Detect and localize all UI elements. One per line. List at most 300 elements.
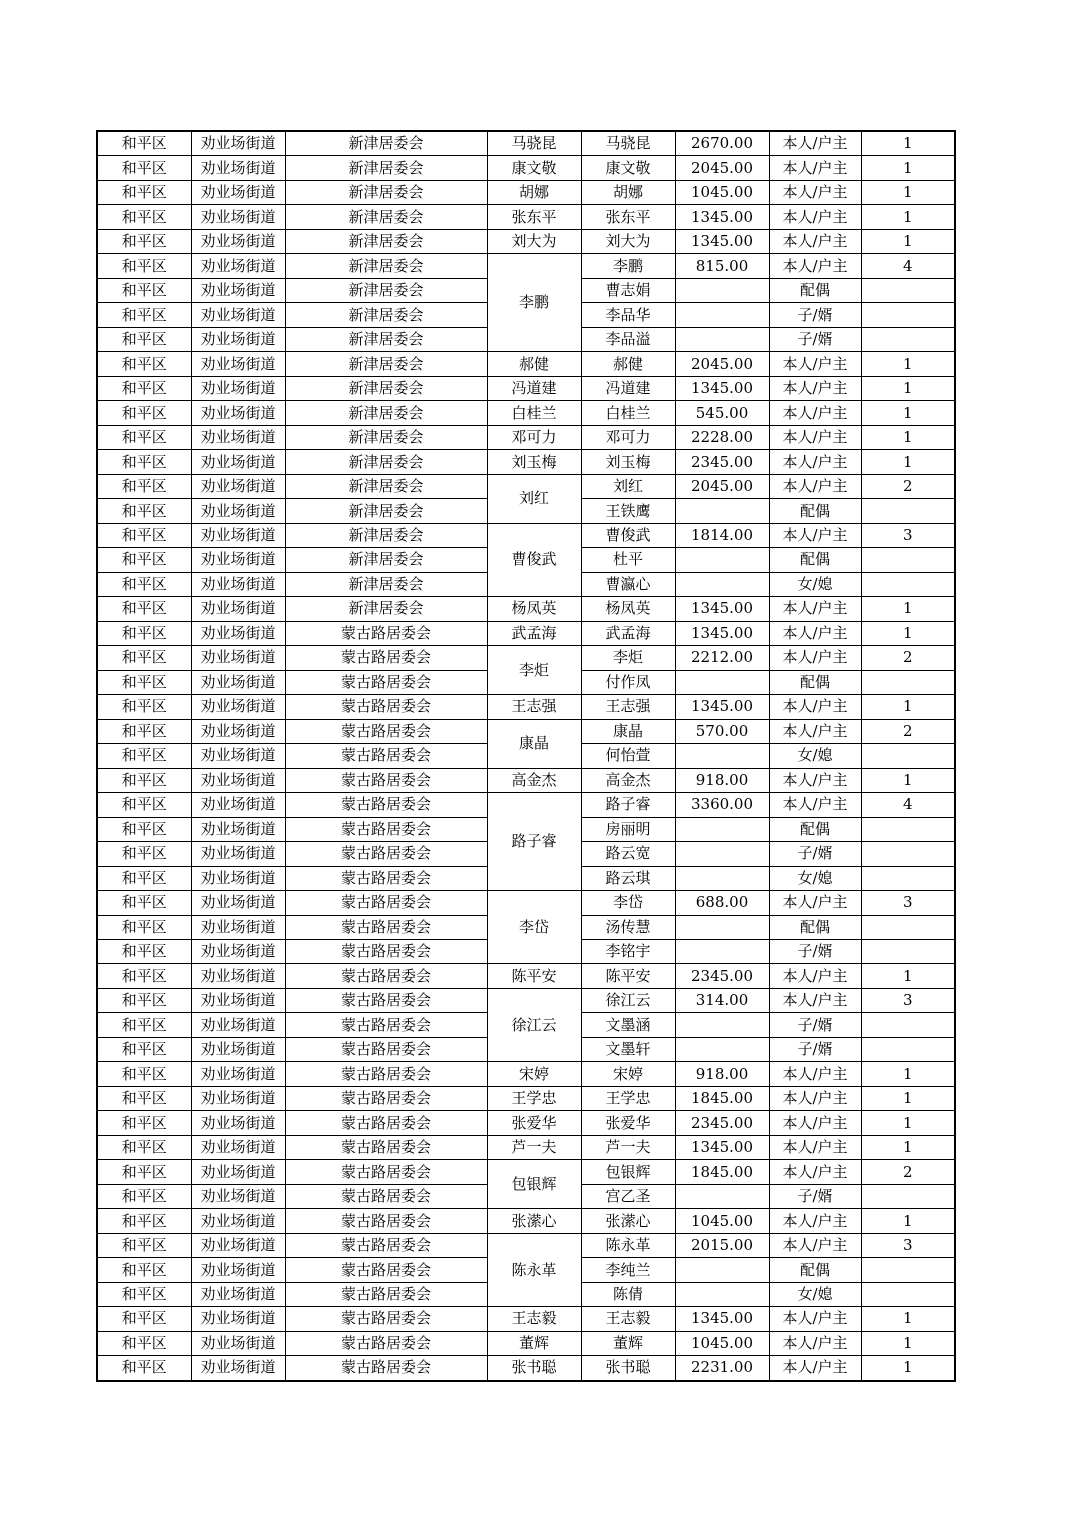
district-cell: 和平区: [97, 450, 191, 474]
table-row: [97, 450, 955, 474]
street-cell: 劝业场街道: [191, 1233, 285, 1257]
household-head-cell: 曹俊武: [487, 523, 581, 596]
household-head-cell: 郝健: [487, 352, 581, 376]
community-cell: 新津居委会: [285, 548, 487, 572]
district-cell: 和平区: [97, 156, 191, 180]
household-head-cell: 李鹏: [487, 254, 581, 352]
community-cell: 新津居委会: [285, 278, 487, 302]
household-head-cell: 冯道建: [487, 376, 581, 400]
amount-cell: [675, 670, 769, 694]
community-cell: 新津居委会: [285, 523, 487, 547]
member-name-cell: 路子睿: [581, 793, 675, 817]
household-count-cell: [861, 499, 955, 523]
district-cell: 和平区: [97, 229, 191, 253]
household-count-cell: [861, 1282, 955, 1306]
street-cell: 劝业场街道: [191, 1086, 285, 1110]
district-cell: 和平区: [97, 425, 191, 449]
table-row: [97, 621, 955, 645]
street-cell: 劝业场街道: [191, 670, 285, 694]
member-name-cell: 康文敬: [581, 156, 675, 180]
household-head-cell: 康晶: [487, 719, 581, 768]
household-head-cell: 张爱华: [487, 1111, 581, 1135]
community-cell: 蒙古路居委会: [285, 1356, 487, 1381]
member-name-cell: 王志强: [581, 695, 675, 719]
amount-cell: 570.00: [675, 719, 769, 743]
member-name-cell: 文墨涵: [581, 1013, 675, 1037]
amount-cell: [675, 842, 769, 866]
amount-cell: 1845.00: [675, 1160, 769, 1184]
table-row: [97, 1233, 955, 1257]
household-head-cell: 刘红: [487, 474, 581, 523]
amount-cell: [675, 1184, 769, 1208]
street-cell: 劝业场街道: [191, 891, 285, 915]
relation-cell: 女/媳: [769, 1282, 861, 1306]
community-cell: 蒙古路居委会: [285, 793, 487, 817]
district-cell: 和平区: [97, 474, 191, 498]
community-cell: 新津居委会: [285, 303, 487, 327]
household-count-cell: 1: [861, 695, 955, 719]
household-head-cell: 李炬: [487, 646, 581, 695]
community-cell: 蒙古路居委会: [285, 1331, 487, 1355]
community-cell: 新津居委会: [285, 156, 487, 180]
member-name-cell: 李炬: [581, 646, 675, 670]
community-cell: 蒙古路居委会: [285, 646, 487, 670]
household-count-cell: 1: [861, 1356, 955, 1381]
table-row: [97, 1331, 955, 1355]
community-cell: 蒙古路居委会: [285, 670, 487, 694]
household-count-cell: 1: [861, 401, 955, 425]
member-name-cell: 李岱: [581, 891, 675, 915]
household-count-cell: 1: [861, 180, 955, 204]
street-cell: 劝业场街道: [191, 1331, 285, 1355]
member-name-cell: 康晶: [581, 719, 675, 743]
amount-cell: 2228.00: [675, 425, 769, 449]
household-head-cell: 杨凤英: [487, 597, 581, 621]
street-cell: 劝业场街道: [191, 352, 285, 376]
district-cell: 和平区: [97, 964, 191, 988]
table-row: [97, 1209, 955, 1233]
relation-cell: 本人/户主: [769, 180, 861, 204]
district-cell: 和平区: [97, 891, 191, 915]
member-name-cell: 李品华: [581, 303, 675, 327]
amount-cell: 314.00: [675, 988, 769, 1012]
amount-cell: [675, 278, 769, 302]
household-head-cell: 王志毅: [487, 1307, 581, 1331]
household-count-cell: 1: [861, 205, 955, 229]
street-cell: 劝业场街道: [191, 131, 285, 156]
table-row: [97, 376, 955, 400]
table-row: [97, 891, 955, 915]
community-cell: 蒙古路居委会: [285, 1233, 487, 1257]
street-cell: 劝业场街道: [191, 499, 285, 523]
household-head-cell: 张东平: [487, 205, 581, 229]
community-cell: 蒙古路居委会: [285, 768, 487, 792]
member-name-cell: 付作凤: [581, 670, 675, 694]
household-count-cell: 1: [861, 964, 955, 988]
street-cell: 劝业场街道: [191, 842, 285, 866]
household-count-cell: 3: [861, 1233, 955, 1257]
amount-cell: [675, 939, 769, 963]
relation-cell: 本人/户主: [769, 523, 861, 547]
community-cell: 蒙古路居委会: [285, 719, 487, 743]
district-cell: 和平区: [97, 670, 191, 694]
relation-cell: 配偶: [769, 548, 861, 572]
district-cell: 和平区: [97, 1135, 191, 1159]
street-cell: 劝业场街道: [191, 646, 285, 670]
district-cell: 和平区: [97, 401, 191, 425]
member-name-cell: 杜平: [581, 548, 675, 572]
member-name-cell: 郝健: [581, 352, 675, 376]
table-row: [97, 768, 955, 792]
district-cell: 和平区: [97, 572, 191, 596]
table-row: [97, 180, 955, 204]
amount-cell: 2345.00: [675, 450, 769, 474]
amount-cell: 3360.00: [675, 793, 769, 817]
amount-cell: [675, 866, 769, 890]
street-cell: 劝业场街道: [191, 303, 285, 327]
community-cell: 新津居委会: [285, 474, 487, 498]
household-count-cell: 1: [861, 156, 955, 180]
member-name-cell: 王学忠: [581, 1086, 675, 1110]
relation-cell: 本人/户主: [769, 474, 861, 498]
community-cell: 蒙古路居委会: [285, 621, 487, 645]
street-cell: 劝业场街道: [191, 988, 285, 1012]
community-cell: 新津居委会: [285, 401, 487, 425]
street-cell: 劝业场街道: [191, 866, 285, 890]
household-count-cell: 1: [861, 229, 955, 253]
amount-cell: 1345.00: [675, 621, 769, 645]
table-body: [97, 131, 955, 1381]
household-count-cell: 1: [861, 1086, 955, 1110]
community-cell: 蒙古路居委会: [285, 1111, 487, 1135]
member-name-cell: 刘玉梅: [581, 450, 675, 474]
street-cell: 劝业场街道: [191, 817, 285, 841]
district-cell: 和平区: [97, 278, 191, 302]
relation-cell: 本人/户主: [769, 768, 861, 792]
relation-cell: 本人/户主: [769, 376, 861, 400]
relation-cell: 女/媳: [769, 572, 861, 596]
relation-cell: 女/媳: [769, 866, 861, 890]
member-name-cell: 李纯兰: [581, 1258, 675, 1282]
community-cell: 新津居委会: [285, 131, 487, 156]
table-row: [97, 964, 955, 988]
household-count-cell: [861, 1037, 955, 1061]
amount-cell: 1345.00: [675, 695, 769, 719]
household-count-cell: 2: [861, 474, 955, 498]
household-count-cell: 1: [861, 768, 955, 792]
household-count-cell: [861, 572, 955, 596]
district-cell: 和平区: [97, 327, 191, 351]
street-cell: 劝业场街道: [191, 1184, 285, 1208]
community-cell: 新津居委会: [285, 352, 487, 376]
table-row: [97, 1086, 955, 1110]
amount-cell: 2231.00: [675, 1356, 769, 1381]
community-cell: 新津居委会: [285, 180, 487, 204]
member-name-cell: 胡娜: [581, 180, 675, 204]
street-cell: 劝业场街道: [191, 915, 285, 939]
member-name-cell: 张潆心: [581, 1209, 675, 1233]
district-cell: 和平区: [97, 376, 191, 400]
district-cell: 和平区: [97, 205, 191, 229]
member-name-cell: 陈平安: [581, 964, 675, 988]
relation-cell: 本人/户主: [769, 1086, 861, 1110]
member-name-cell: 刘大为: [581, 229, 675, 253]
relation-cell: 本人/户主: [769, 425, 861, 449]
street-cell: 劝业场街道: [191, 695, 285, 719]
amount-cell: 1345.00: [675, 1307, 769, 1331]
member-name-cell: 李铭宇: [581, 939, 675, 963]
district-cell: 和平区: [97, 180, 191, 204]
street-cell: 劝业场街道: [191, 1209, 285, 1233]
amount-cell: [675, 915, 769, 939]
member-name-cell: 陈永革: [581, 1233, 675, 1257]
member-name-cell: 陈倩: [581, 1282, 675, 1306]
district-cell: 和平区: [97, 1062, 191, 1086]
street-cell: 劝业场街道: [191, 376, 285, 400]
district-cell: 和平区: [97, 842, 191, 866]
table-row: [97, 205, 955, 229]
amount-cell: [675, 1013, 769, 1037]
table-row: [97, 131, 955, 156]
relation-cell: 本人/户主: [769, 793, 861, 817]
community-cell: 蒙古路居委会: [285, 842, 487, 866]
member-name-cell: 武孟海: [581, 621, 675, 645]
member-name-cell: 白桂兰: [581, 401, 675, 425]
community-cell: 蒙古路居委会: [285, 988, 487, 1012]
household-head-cell: 武孟海: [487, 621, 581, 645]
street-cell: 劝业场街道: [191, 572, 285, 596]
street-cell: 劝业场街道: [191, 450, 285, 474]
district-cell: 和平区: [97, 817, 191, 841]
district-cell: 和平区: [97, 1356, 191, 1381]
table-row: [97, 597, 955, 621]
district-cell: 和平区: [97, 646, 191, 670]
member-name-cell: 李鹏: [581, 254, 675, 278]
member-name-cell: 曹瀛心: [581, 572, 675, 596]
district-cell: 和平区: [97, 597, 191, 621]
district-cell: 和平区: [97, 548, 191, 572]
community-cell: 蒙古路居委会: [285, 1258, 487, 1282]
district-cell: 和平区: [97, 866, 191, 890]
table-row: [97, 695, 955, 719]
member-name-cell: 张东平: [581, 205, 675, 229]
amount-cell: 2045.00: [675, 156, 769, 180]
table-row: [97, 1307, 955, 1331]
street-cell: 劝业场街道: [191, 1258, 285, 1282]
amount-cell: 2212.00: [675, 646, 769, 670]
amount-cell: [675, 572, 769, 596]
relation-cell: 本人/户主: [769, 964, 861, 988]
household-count-cell: [861, 670, 955, 694]
relation-cell: 本人/户主: [769, 205, 861, 229]
amount-cell: 1345.00: [675, 597, 769, 621]
amount-cell: 2345.00: [675, 1111, 769, 1135]
street-cell: 劝业场街道: [191, 1037, 285, 1061]
district-cell: 和平区: [97, 988, 191, 1012]
member-name-cell: 文墨轩: [581, 1037, 675, 1061]
relation-cell: 本人/户主: [769, 450, 861, 474]
table-row: [97, 988, 955, 1012]
household-head-cell: 刘玉梅: [487, 450, 581, 474]
household-head-cell: 高金杰: [487, 768, 581, 792]
amount-cell: [675, 499, 769, 523]
member-name-cell: 董辉: [581, 1331, 675, 1355]
household-head-cell: 王学忠: [487, 1086, 581, 1110]
community-cell: 蒙古路居委会: [285, 1282, 487, 1306]
community-cell: 新津居委会: [285, 327, 487, 351]
household-count-cell: [861, 817, 955, 841]
district-cell: 和平区: [97, 695, 191, 719]
street-cell: 劝业场街道: [191, 597, 285, 621]
relation-cell: 本人/户主: [769, 156, 861, 180]
street-cell: 劝业场街道: [191, 793, 285, 817]
street-cell: 劝业场街道: [191, 1307, 285, 1331]
household-head-cell: 包银辉: [487, 1160, 581, 1209]
household-head-cell: 张书聪: [487, 1356, 581, 1381]
relation-cell: 本人/户主: [769, 1135, 861, 1159]
household-count-cell: [861, 548, 955, 572]
district-cell: 和平区: [97, 1258, 191, 1282]
district-cell: 和平区: [97, 1037, 191, 1061]
community-cell: 蒙古路居委会: [285, 1307, 487, 1331]
district-cell: 和平区: [97, 1282, 191, 1306]
amount-cell: [675, 548, 769, 572]
district-cell: 和平区: [97, 303, 191, 327]
relation-cell: 本人/户主: [769, 1209, 861, 1233]
street-cell: 劝业场街道: [191, 1356, 285, 1381]
member-name-cell: 芦一夫: [581, 1135, 675, 1159]
table-row: [97, 352, 955, 376]
street-cell: 劝业场街道: [191, 1013, 285, 1037]
household-count-cell: 1: [861, 450, 955, 474]
member-name-cell: 路云宽: [581, 842, 675, 866]
member-name-cell: 王志毅: [581, 1307, 675, 1331]
relation-cell: 配偶: [769, 499, 861, 523]
household-count-cell: 1: [861, 597, 955, 621]
relation-cell: 本人/户主: [769, 1233, 861, 1257]
household-count-cell: 4: [861, 254, 955, 278]
member-name-cell: 张爱华: [581, 1111, 675, 1135]
relief-roster-table: [96, 130, 956, 1382]
district-cell: 和平区: [97, 1307, 191, 1331]
street-cell: 劝业场街道: [191, 425, 285, 449]
household-head-cell: 宋婷: [487, 1062, 581, 1086]
household-head-cell: 邓可力: [487, 425, 581, 449]
street-cell: 劝业场街道: [191, 719, 285, 743]
member-name-cell: 曹志娟: [581, 278, 675, 302]
community-cell: 蒙古路居委会: [285, 1209, 487, 1233]
relation-cell: 配偶: [769, 915, 861, 939]
table-row: [97, 1135, 955, 1159]
household-count-cell: 2: [861, 719, 955, 743]
household-count-cell: [861, 939, 955, 963]
street-cell: 劝业场街道: [191, 327, 285, 351]
community-cell: 蒙古路居委会: [285, 1062, 487, 1086]
household-count-cell: 4: [861, 793, 955, 817]
household-count-cell: 1: [861, 1111, 955, 1135]
district-cell: 和平区: [97, 1013, 191, 1037]
amount-cell: 1845.00: [675, 1086, 769, 1110]
district-cell: 和平区: [97, 1086, 191, 1110]
household-count-cell: 1: [861, 1062, 955, 1086]
amount-cell: 1814.00: [675, 523, 769, 547]
household-count-cell: [861, 1013, 955, 1037]
relation-cell: 本人/户主: [769, 1160, 861, 1184]
amount-cell: [675, 1037, 769, 1061]
amount-cell: 815.00: [675, 254, 769, 278]
household-count-cell: [861, 327, 955, 351]
relation-cell: 配偶: [769, 278, 861, 302]
district-cell: 和平区: [97, 744, 191, 768]
relation-cell: 本人/户主: [769, 988, 861, 1012]
street-cell: 劝业场街道: [191, 523, 285, 547]
amount-cell: [675, 303, 769, 327]
relation-cell: 本人/户主: [769, 891, 861, 915]
relation-cell: 配偶: [769, 817, 861, 841]
district-cell: 和平区: [97, 499, 191, 523]
household-head-cell: 芦一夫: [487, 1135, 581, 1159]
member-name-cell: 路云琪: [581, 866, 675, 890]
member-name-cell: 李品溢: [581, 327, 675, 351]
relation-cell: 子/婿: [769, 327, 861, 351]
amount-cell: [675, 1258, 769, 1282]
household-count-cell: 1: [861, 1135, 955, 1159]
household-head-cell: 马骁昆: [487, 131, 581, 156]
amount-cell: 1045.00: [675, 1331, 769, 1355]
relation-cell: 本人/户主: [769, 401, 861, 425]
member-name-cell: 高金杰: [581, 768, 675, 792]
member-name-cell: 王铁鹰: [581, 499, 675, 523]
household-count-cell: 1: [861, 425, 955, 449]
street-cell: 劝业场街道: [191, 278, 285, 302]
household-count-cell: [861, 1258, 955, 1282]
community-cell: 蒙古路居委会: [285, 1135, 487, 1159]
street-cell: 劝业场街道: [191, 1282, 285, 1306]
amount-cell: 2015.00: [675, 1233, 769, 1257]
street-cell: 劝业场街道: [191, 180, 285, 204]
district-cell: 和平区: [97, 793, 191, 817]
district-cell: 和平区: [97, 1160, 191, 1184]
household-count-cell: 3: [861, 988, 955, 1012]
community-cell: 蒙古路居委会: [285, 866, 487, 890]
household-head-cell: 胡娜: [487, 180, 581, 204]
household-count-cell: 1: [861, 621, 955, 645]
community-cell: 新津居委会: [285, 572, 487, 596]
relation-cell: 女/媳: [769, 744, 861, 768]
member-name-cell: 宫乙圣: [581, 1184, 675, 1208]
community-cell: 蒙古路居委会: [285, 817, 487, 841]
relation-cell: 配偶: [769, 1258, 861, 1282]
table-row: [97, 793, 955, 817]
community-cell: 蒙古路居委会: [285, 915, 487, 939]
household-head-cell: 李岱: [487, 891, 581, 964]
member-name-cell: 包银辉: [581, 1160, 675, 1184]
amount-cell: 1345.00: [675, 229, 769, 253]
amount-cell: 688.00: [675, 891, 769, 915]
district-cell: 和平区: [97, 254, 191, 278]
relation-cell: 本人/户主: [769, 695, 861, 719]
table-row: [97, 425, 955, 449]
amount-cell: 2045.00: [675, 352, 769, 376]
relation-cell: 本人/户主: [769, 1356, 861, 1381]
household-head-cell: 路子睿: [487, 793, 581, 891]
household-count-cell: [861, 915, 955, 939]
relation-cell: 本人/户主: [769, 1307, 861, 1331]
member-name-cell: 宋婷: [581, 1062, 675, 1086]
community-cell: 新津居委会: [285, 499, 487, 523]
household-count-cell: 2: [861, 1160, 955, 1184]
street-cell: 劝业场街道: [191, 229, 285, 253]
